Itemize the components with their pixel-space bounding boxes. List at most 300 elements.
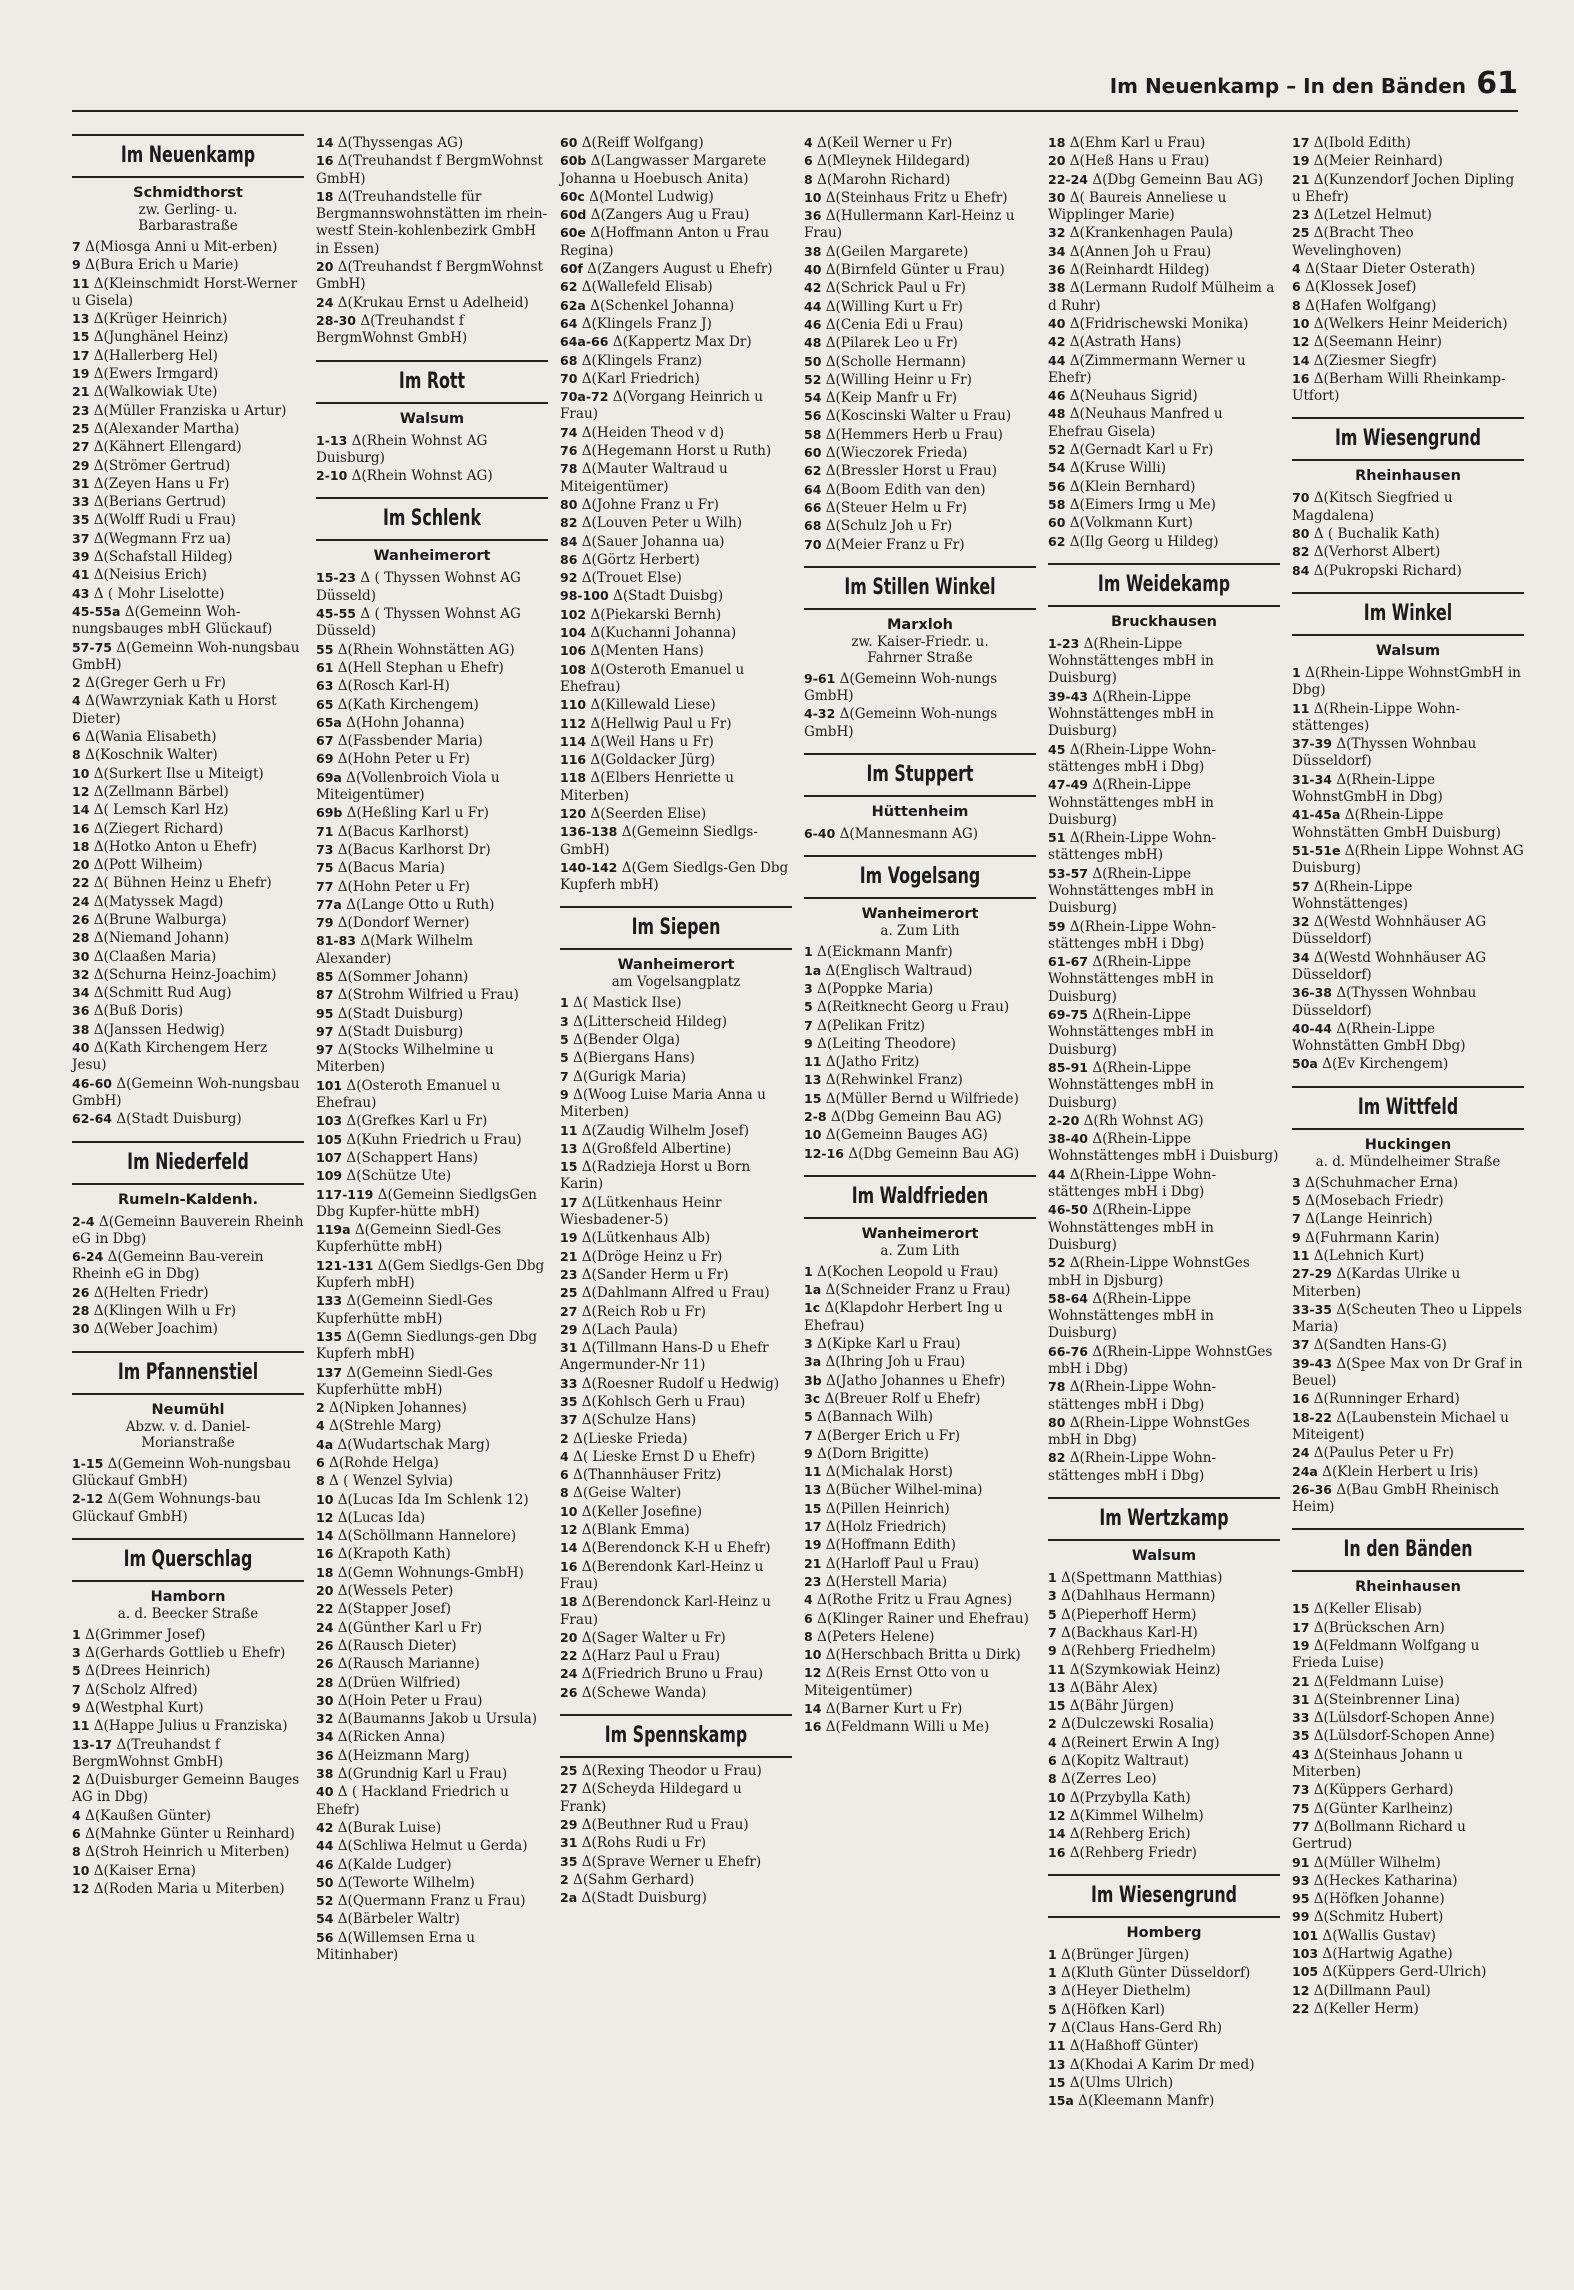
entry <box>316 659 548 677</box>
owner-text: Δ(Rhein-Lippe Wohnstättenges mbH in Duisburg) <box>1048 954 1214 1005</box>
entry <box>1292 2000 1524 2018</box>
house-number: 45-55a <box>72 603 121 619</box>
house-number: 33 <box>72 494 90 510</box>
entry <box>560 1303 792 1321</box>
street-header <box>72 1141 304 1209</box>
entry <box>1292 1301 1524 1337</box>
owner-text: Δ(Klein Herbert u Iris) <box>1322 1463 1479 1480</box>
entry <box>804 1071 1036 1089</box>
house-number: 3 <box>1048 1588 1057 1604</box>
house-number: 25 <box>560 1285 578 1301</box>
entry <box>560 1834 792 1852</box>
owner-text: Δ(Matyssek Magd) <box>93 893 224 910</box>
owner-text: Δ(Wudartschak Marg) <box>337 1436 491 1453</box>
house-number: 136-138 <box>560 824 618 840</box>
house-number: 8 <box>804 1628 813 1644</box>
house-number: 6 <box>316 1455 325 1470</box>
house-number: 21 <box>560 1248 578 1264</box>
owner-text: Δ(Rausch Dieter) <box>337 1637 457 1654</box>
entry <box>560 994 792 1012</box>
entry <box>560 315 792 333</box>
house-number: 2 <box>72 1772 81 1788</box>
house-number: 45 <box>1048 741 1066 757</box>
district-label: Rheinhausen <box>1355 468 1461 485</box>
house-number: 42 <box>804 280 822 296</box>
owner-text: Δ(Sandten Hans-G) <box>1313 1337 1447 1354</box>
owner-text: Δ(Keil Werner u Fr) <box>817 135 953 151</box>
house-number: 34 <box>72 985 90 1001</box>
owner-text: Δ(Gurigk Maria) <box>573 1068 687 1085</box>
entry <box>1292 1355 1524 1391</box>
owner-text: Δ(Lülsdorf-Schopen Anne) <box>1313 1728 1495 1745</box>
owner-text: Δ(Bender Olga) <box>573 1032 681 1049</box>
entry <box>560 1321 792 1339</box>
entry <box>804 426 1036 444</box>
entry <box>560 352 792 370</box>
house-number: 4 <box>72 1807 81 1823</box>
entry <box>316 1728 548 1746</box>
entry <box>316 1564 548 1582</box>
house-number: 9 <box>1048 1643 1057 1659</box>
entry <box>1048 1606 1280 1624</box>
entry <box>1048 171 1280 189</box>
house-number: 14 <box>804 1701 822 1716</box>
entry <box>316 1149 548 1167</box>
owner-text: Δ(Sauer Johanna ua) <box>581 533 725 550</box>
house-number: 22 <box>316 1601 334 1617</box>
entry <box>72 256 304 274</box>
entry <box>1048 405 1280 441</box>
house-number: 16 <box>316 153 334 169</box>
owner-text: Δ(Rhein-Lippe Wohnstättenges mbH in Duisburg) <box>1048 688 1214 740</box>
entry <box>1292 278 1524 296</box>
entry <box>560 1539 792 1557</box>
owner-text: Δ(Lange Otto u Ruth) <box>346 896 495 913</box>
entry <box>560 1393 792 1411</box>
entry <box>560 1521 792 1539</box>
entry <box>316 1454 548 1472</box>
house-number: 62 <box>1048 533 1066 549</box>
entry <box>560 460 792 496</box>
entry <box>804 134 1036 152</box>
entry <box>316 569 548 605</box>
house-number: 19 <box>1292 153 1310 169</box>
house-number: 60e <box>560 225 586 241</box>
entry <box>1048 387 1280 405</box>
house-number: 85-91 <box>1048 1059 1088 1075</box>
house-number: 46 <box>1048 388 1066 404</box>
house-number: 38 <box>804 243 822 259</box>
entry <box>804 1053 1036 1071</box>
entry <box>804 1610 1036 1628</box>
owner-text: Δ(Steuer Helm u Fr) <box>825 499 968 516</box>
entry <box>1048 1982 1280 2000</box>
entry <box>72 1880 304 1898</box>
owner-text: Δ(Müller Bernd u Wilfriede) <box>825 1090 1019 1107</box>
rule-under-title <box>560 1756 792 1758</box>
owner-text: Δ(Woog Luise Maria Anna u Miterben) <box>560 1086 766 1121</box>
owner-text: Δ(Scholz Alfred) <box>85 1681 198 1698</box>
house-number: 4 <box>560 1448 569 1464</box>
entry <box>316 1765 548 1783</box>
owner-text: Δ(Stadt Duisburg) <box>581 1890 707 1907</box>
house-number: 26 <box>316 1656 334 1672</box>
house-number: 137 <box>316 1364 343 1380</box>
entry <box>1048 496 1280 514</box>
entry <box>72 948 304 966</box>
owner-text: Δ(Birnfeld Günter u Frau) <box>825 262 1005 279</box>
owner-text: Δ(Kimmel Wilhelm) <box>1069 1807 1204 1824</box>
house-number: 2a <box>560 1890 578 1906</box>
house-number: 107 <box>316 1149 343 1165</box>
rule-under-title <box>316 402 548 404</box>
owner-text: Δ(Hallerberg Hel) <box>93 347 218 364</box>
entry <box>72 1002 304 1020</box>
owner-text: Δ(Radzieja Horst u Born Karin) <box>560 1159 751 1193</box>
entry <box>1048 261 1280 279</box>
owner-text: Δ(Klossek Josef) <box>1305 279 1417 296</box>
house-number: 93 <box>1292 1872 1310 1888</box>
entry <box>316 1600 548 1618</box>
house-number: 38 <box>316 1766 334 1782</box>
entry <box>804 1145 1036 1163</box>
entry <box>560 1031 792 1049</box>
street-header <box>804 753 1036 821</box>
entry <box>804 371 1036 389</box>
entry <box>1048 441 1280 459</box>
street-header <box>1292 1528 1524 1596</box>
house-number: 79 <box>316 915 334 931</box>
owner-text: Δ(Gerhards Gottlieb u Ehefr) <box>85 1645 286 1662</box>
owner-text: Δ(Pieperhoff Herm) <box>1061 1606 1197 1623</box>
house-number: 54 <box>316 1911 334 1927</box>
owner-text: Δ(Weber Joachim) <box>93 1321 218 1338</box>
district-label: Hamborn <box>150 1588 226 1605</box>
owner-text: Δ(Fassbender Maria) <box>337 733 483 750</box>
entry <box>804 1573 1036 1591</box>
owner-text: Δ(Weil Hans u Fr) <box>590 733 714 750</box>
owner-text: Δ(Hoffmann Edith) <box>825 1537 956 1554</box>
owner-text: Δ(Berham Willi Rheinkamp-Utfort) <box>1292 370 1506 405</box>
owner-text: Δ(Marohn Richard) <box>817 171 951 188</box>
street-header <box>1292 417 1524 485</box>
house-number: 30 <box>72 948 90 964</box>
house-number: 36 <box>1048 262 1066 278</box>
owner-text: Δ(Feldmann Wolfgang u Frieda Luise) <box>1292 1638 1480 1672</box>
owner-text: Δ(Hafen Wolfgang) <box>1305 297 1437 314</box>
owner-text: Δ(Feldmann Luise) <box>1313 1673 1444 1690</box>
owner-text: Δ(Thyssen Wohnbau Düsseldorf) <box>1292 736 1477 770</box>
owner-text: Δ(Junghänel Heinz) <box>93 329 229 346</box>
house-number: 12 <box>72 1880 90 1896</box>
entry <box>1292 489 1524 525</box>
street-title: Im Pfannenstiel <box>117 1359 259 1385</box>
house-number: 1 <box>1292 664 1301 680</box>
owner-text: Δ(Brune Walburga) <box>93 911 227 928</box>
entry <box>560 569 792 587</box>
entry <box>1292 1945 1524 1963</box>
house-number: 23 <box>804 1573 822 1589</box>
owner-text: Δ(Baumanns Jakob u Ursula) <box>337 1711 538 1728</box>
house-number: 64a-66 <box>560 334 609 350</box>
entry <box>560 152 792 188</box>
house-number: 58 <box>804 426 822 442</box>
entry <box>316 1167 548 1185</box>
district-label: Marxloh <box>887 616 953 633</box>
house-number: 101 <box>316 1077 343 1093</box>
house-number: 29 <box>560 1816 578 1832</box>
house-number: 10 <box>560 1503 578 1519</box>
entry <box>1048 776 1280 829</box>
house-number: 21 <box>1292 171 1310 187</box>
house-number: 50a <box>1292 1056 1318 1072</box>
owner-text: Δ(Burak Luise) <box>337 1819 442 1836</box>
district-label: Walsum <box>1131 1548 1197 1565</box>
house-number: 14 <box>316 135 334 150</box>
owner-text: Δ(Gemeinn Bauverein Rheinh eG in Dbg) <box>72 1213 304 1247</box>
entry <box>804 1335 1036 1353</box>
owner-text: Δ(Bollmann Richard u Gertrud) <box>1292 1818 1466 1853</box>
house-number: 1-15 <box>72 1455 104 1471</box>
owner-text: Δ(Keller Josefine) <box>581 1503 703 1520</box>
house-number: 70 <box>560 370 578 386</box>
entry <box>316 859 548 877</box>
house-number: 17 <box>72 347 90 363</box>
street-title: Im Stillen Winkel <box>844 574 996 600</box>
house-number: 10 <box>1048 1789 1066 1805</box>
owner-text: Δ(Goldacker Jürg) <box>590 752 716 769</box>
house-number: 91 <box>1292 1854 1310 1870</box>
entry <box>1048 1807 1280 1825</box>
owner-text: Δ(Koschnik Walter) <box>85 747 218 764</box>
owner-text: Δ(Westphal Kurt) <box>85 1700 204 1716</box>
house-number: 5 <box>72 1663 81 1679</box>
house-number: 36 <box>316 1747 334 1763</box>
house-number: 73 <box>1292 1782 1310 1798</box>
entry <box>72 1807 304 1825</box>
owner-text: Δ(Feldmann Willi u Me) <box>825 1719 990 1736</box>
house-number: 2-20 <box>1048 1112 1080 1128</box>
house-number: 37 <box>72 530 90 546</box>
entry <box>1048 2056 1280 2074</box>
house-number: 13 <box>72 311 90 327</box>
house-number: 31 <box>560 1835 578 1851</box>
house-number: 120 <box>560 805 587 821</box>
owner-text: Δ(Grefkes Karl u Fr) <box>346 1113 488 1130</box>
entry <box>1048 1661 1280 1679</box>
street-header <box>1292 592 1524 660</box>
entry <box>316 878 548 896</box>
entry <box>1048 1449 1280 1485</box>
house-number: 71 <box>316 823 334 839</box>
location-note: Morianstraße <box>141 1434 235 1451</box>
house-number: 68 <box>804 518 822 534</box>
house-number: 6 <box>1292 279 1301 295</box>
owner-text: Δ(Heß Hans u Frau) <box>1069 153 1210 170</box>
entry <box>1292 1055 1524 1073</box>
owner-text: Δ(Welkers Heinr Meiderich) <box>1313 315 1508 332</box>
entry <box>1292 1818 1524 1854</box>
entry <box>560 1448 792 1466</box>
entry <box>1048 279 1280 315</box>
entry <box>316 1131 548 1149</box>
owner-text: Δ(Wania Elisabeth) <box>85 729 217 746</box>
entry <box>560 1339 792 1375</box>
owner-text: Δ(Bacus Karlhorst) <box>337 823 469 840</box>
owner-text: Δ(Rhein-Lippe Wohn-stättenges mbH i Dbg) <box>1048 1450 1217 1484</box>
owner-text: Δ(Ricken Anna) <box>337 1729 446 1746</box>
entry <box>560 1049 792 1067</box>
house-number: 38 <box>1048 280 1066 296</box>
owner-text: Δ(Kluth Günter Düsseldorf) <box>1061 1965 1251 1982</box>
owner-text: Δ(Bacus Maria) <box>337 860 445 877</box>
house-number: 7 <box>560 1068 569 1084</box>
entry <box>560 514 792 532</box>
house-number: 9 <box>804 1035 813 1051</box>
district-label: Rheinhausen <box>1355 1579 1461 1596</box>
location-note: am Vogelsangplatz <box>611 974 741 991</box>
house-number: 22-24 <box>1048 171 1088 187</box>
owner-text: Δ(Meier Reinhard) <box>1313 153 1443 170</box>
house-number: 9 <box>560 1086 569 1102</box>
street-header <box>72 134 304 234</box>
house-number: 1a <box>804 962 822 978</box>
entry <box>1048 1166 1280 1202</box>
owner-text: Δ(Berendonk Karl-Heinz u Frau) <box>560 1558 764 1592</box>
entry <box>804 1281 1036 1299</box>
owner-text: Δ(Claaßen Maria) <box>93 948 217 965</box>
owner-text: Δ(Kaiser Erna) <box>93 1862 196 1879</box>
rule-under-title <box>72 1183 304 1185</box>
house-number: 48 <box>804 335 822 351</box>
owner-text: Δ(Nipken Johannes) <box>329 1400 467 1417</box>
entry <box>560 1816 792 1834</box>
owner-text: Δ(Großfeld Albertine) <box>581 1140 732 1157</box>
entry <box>560 1871 792 1889</box>
owner-text: Δ(Mauter Waltraud u Miteigentümer) <box>560 461 728 495</box>
page-number: 61 <box>1476 66 1518 101</box>
owner-text: Δ(Rhein-Lippe Wohn-stättenges mbH i Dbg) <box>1048 1379 1217 1413</box>
entry <box>804 536 1036 554</box>
entry <box>1048 1624 1280 1642</box>
house-number: 20 <box>1048 153 1066 169</box>
house-number: 34 <box>1292 949 1310 965</box>
house-number: 8 <box>1048 1771 1057 1787</box>
entry <box>804 962 1036 980</box>
owner-text: Δ(Günther Karl u Fr) <box>337 1619 483 1636</box>
owner-text: Δ(Michalak Horst) <box>825 1464 953 1481</box>
owner-text: Δ(Rhein-Lippe Wohnstättenges mbH in Duisburg) <box>1048 777 1214 828</box>
owner-text: Δ(Teworte Wilhelm) <box>337 1874 475 1891</box>
owner-text: Δ(Hell Stephan u Ehefr) <box>337 659 504 676</box>
house-number: 84 <box>560 533 578 549</box>
owner-text: Δ(Rhein-Lippe Wohn-stättenges) <box>1292 700 1461 734</box>
owner-text: Δ(Cenia Edi u Frau) <box>825 316 964 333</box>
house-number: 1 <box>560 995 569 1011</box>
owner-text: Δ(Gemeinn Woh-nungsbau Glückauf GmbH) <box>72 1455 291 1489</box>
owner-text: Δ(Schmitz Hubert) <box>1313 1909 1444 1926</box>
entry <box>560 1762 792 1780</box>
house-number: 11 <box>72 275 90 291</box>
entry <box>1048 333 1280 351</box>
entry <box>560 1503 792 1521</box>
owner-text: Δ(Mark Wilhelm Alexander) <box>316 933 473 967</box>
owner-text: Δ(Bura Erich u Marie) <box>85 257 239 274</box>
entry <box>560 1140 792 1158</box>
house-number: 2 <box>1048 1716 1057 1732</box>
location-note: zw. Kaiser-Friedr. u. <box>851 633 989 650</box>
entry <box>804 1628 1036 1646</box>
owner-text: Δ(Kruse Willi) <box>1069 460 1167 477</box>
owner-text: Δ( Lemsch Karl Hz) <box>93 802 229 819</box>
house-number: 105 <box>316 1131 343 1147</box>
house-number: 56 <box>1048 478 1066 494</box>
house-number: 99 <box>1292 1909 1310 1925</box>
owner-text: Δ(Krankenhagen Paula) <box>1069 225 1234 242</box>
entry <box>1292 1192 1524 1210</box>
entry <box>72 1455 304 1491</box>
owner-text: Δ(Blank Emma) <box>581 1522 690 1539</box>
entry <box>804 670 1036 706</box>
entry <box>560 624 792 642</box>
entry <box>72 511 304 529</box>
house-number: 2-4 <box>72 1213 95 1229</box>
owner-text: Δ( Baureis Anneliese u Wipplinger Marie) <box>1048 189 1227 224</box>
entry <box>1048 533 1280 551</box>
house-number: 51-51e <box>1292 842 1341 858</box>
street-header <box>72 1538 304 1622</box>
owner-text: Δ(Lülsdorf-Schopen Anne) <box>1313 1710 1495 1727</box>
entry <box>316 1328 548 1364</box>
owner-text: Δ(Bärbeler Waltr) <box>337 1911 460 1928</box>
entry <box>1292 352 1524 370</box>
owner-text: Δ(Schütze Ute) <box>346 1168 452 1185</box>
entry <box>560 733 792 751</box>
house-number: 118 <box>560 770 587 786</box>
house-number: 73 <box>316 841 334 857</box>
entry <box>804 1536 1036 1554</box>
entry <box>1048 1946 1280 1964</box>
entry <box>316 732 548 750</box>
house-number: 1 <box>1048 1570 1057 1586</box>
entry <box>804 1408 1036 1426</box>
owner-text: Δ(Rhein-Lippe WohnstGmbH in Dbg) <box>1292 664 1521 699</box>
house-number: 15 <box>560 1159 578 1175</box>
house-number: 69a <box>316 769 342 785</box>
house-number: 5 <box>1048 2001 1057 2017</box>
entry <box>1048 2092 1280 2110</box>
house-number: 4 <box>1292 261 1301 277</box>
house-number: 18 <box>72 838 90 854</box>
owner-text: Δ(Laubenstein Michael u Miteigent) <box>1292 1409 1509 1443</box>
house-number: 74 <box>560 424 578 440</box>
entry <box>560 751 792 769</box>
entry <box>560 278 792 296</box>
house-number: 67 <box>316 733 334 749</box>
entry <box>560 1647 792 1665</box>
owner-text: Δ(Herschbach Britta u Dirk) <box>825 1647 1021 1664</box>
owner-text: Δ(Roden Maria u Miterben) <box>93 1880 285 1897</box>
entry <box>1292 771 1524 807</box>
house-number: 3c <box>804 1390 821 1406</box>
owner-text: Δ(Küppers Gerd-Ulrich) <box>1322 1964 1487 1981</box>
entry <box>560 551 792 569</box>
house-number: 14 <box>1048 1826 1066 1842</box>
owner-text: Δ(Wallis Gustav) <box>1322 1927 1436 1944</box>
entry <box>1048 352 1280 388</box>
house-number: 19 <box>72 366 90 382</box>
location-note: Fahrner Straße <box>867 649 973 666</box>
